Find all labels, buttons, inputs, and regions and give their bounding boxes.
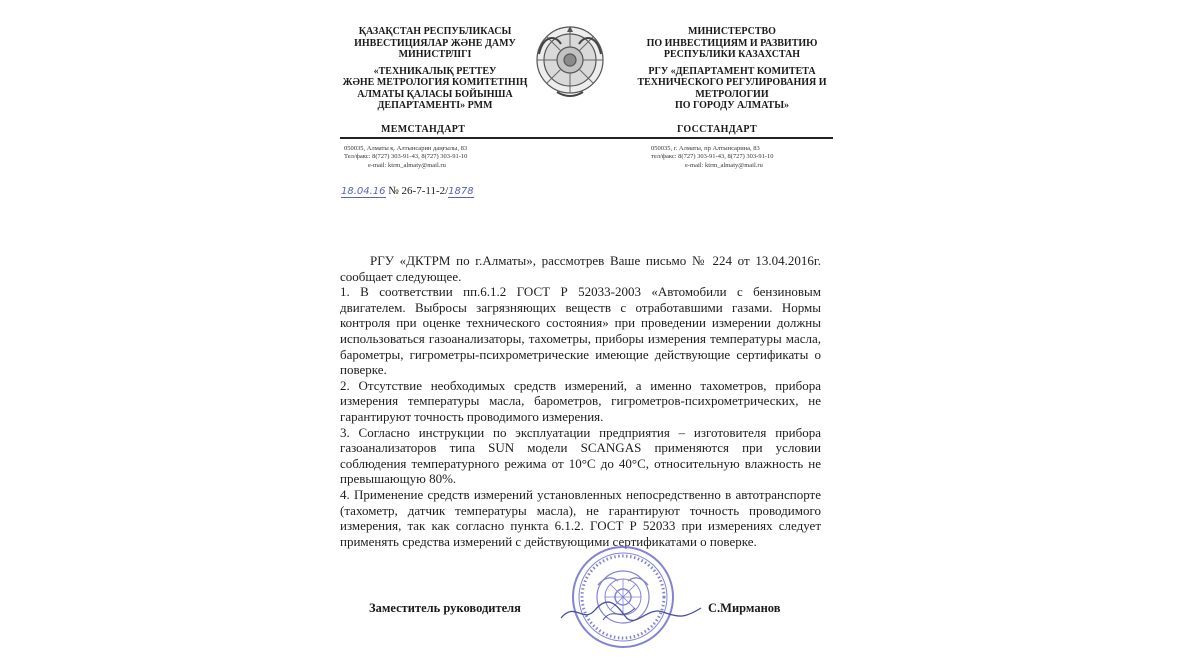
header-right-line: ПО ИНВЕСТИЦИЯМ И РАЗВИТИЮ: [646, 37, 818, 49]
memstandart-label: МЕМСТАНДАРТ: [381, 124, 466, 135]
header-right-dept-line: МЕТРОЛОГИИ: [695, 88, 769, 100]
contact-email: e-mail: ktrm_almaty@mail.ru: [685, 161, 763, 169]
header-left-dept-line: АЛМАТЫ ҚАЛАСЫ БОЙЫНША: [357, 88, 513, 100]
intro-paragraph: РГУ «ДКТРМ по г.Алматы», рассмотрев Ваше письмо № 224 от 13.04.2016г. сообщает следующее.: [340, 253, 821, 284]
header-left-dept-line: ЖӘНЕ МЕТРОЛОГИЯ КОМИТЕТІНІҢ: [342, 77, 528, 88]
header-left-line: ҚАЗАҚСТАН РЕСПУБЛИКАСЫ: [358, 26, 512, 37]
paragraph-1: 1. В соответствии пп.6.1.2 ГОСТ Р 52033-2003 «Автомобили с бензиновым двигателем. Выбросы загрязняющих веществ с отработавшими газами. Нормы контроля при оценке технического состояния» при проведении измерении должны использоваться газоанализаторы, тахометры, приборы измерения температуры масла, барометры, гигрометры-психрометрические имеющие действующие сертификаты о поверке.: [340, 284, 821, 378]
paragraph-3: 3. Согласно инструкции по эксплуатации предприятия – изготовителя прибора газоанализаторов типа SUN модели SCANGAS применяются при условии соблюдения температурного режима от 10°С до 40°С, относительную влажность не превышающую 80%.: [340, 424, 821, 487]
header-left-dept-line: «ТЕХНИКАЛЫҚ РЕТТЕУ: [373, 65, 497, 77]
header-right-line: РЕСПУБЛИКИ КАЗАХСТАН: [663, 49, 801, 60]
paragraph-2: 2. Отсутствие необходимых средств измерений, а именно тахометров, прибора измерения температуры масла, барометров, гигрометров-психрометрических, не гарантируют точность проводимого измерения.: [340, 377, 821, 424]
handwritten-number: 1878: [448, 186, 474, 197]
header-left-line: МИНИСТРЛІГІ: [398, 49, 472, 60]
header-right-line: МИНИСТЕРСТВО: [688, 26, 776, 37]
signatory-name: С.Мирманов: [708, 601, 781, 615]
contact-phone: Тел/факс: 8(727) 303-91-43, 8(727) 303-91-10: [344, 153, 468, 161]
contact-email: e-mail: ktrm_almaty@mail.ru: [368, 161, 446, 169]
handwritten-date: 18.04.16: [341, 186, 386, 197]
signatory-title: Заместитель руководителя: [369, 601, 521, 615]
gosstandart-label: ГОССТАНДАРТ: [677, 124, 757, 135]
contacts-right: [651, 145, 826, 170]
letter-body: [340, 253, 821, 549]
contact-address: 050035, Алматы қ. Алтынсарин даңғылы, 83: [344, 145, 468, 152]
header-left-line: ИНВЕСТИЦИЯЛАР ЖӘНЕ ДАМУ: [354, 37, 516, 49]
header-left-kazakh: [335, 26, 535, 112]
contact-phone: тел/факс: 8(727) 303-91-43, 8(727) 303-91-10: [651, 153, 774, 161]
handwritten-signature-icon: [555, 596, 705, 626]
reference-prefix: № 26-7-11-2/: [388, 185, 449, 197]
header-right-dept-line: ТЕХНИЧЕСКОГО РЕГУЛИРОВАНИЯ И: [637, 77, 827, 88]
header-right-dept-line: РГУ «ДЕПАРТАМЕНТ КОМИТЕТА: [648, 65, 816, 77]
contacts-left: [344, 145, 534, 170]
contact-address: 050035, г. Алматы, пр Алтынсарина, 83: [651, 145, 760, 152]
paragraph-4: 4. Применение средств измерений установленных непосредственно в автотранспорте (тахометр, датчик температуры масла), не гарантируют точность проводимого измерения, так как согласно пункта 6.1.2. ГОСТ Р 52033 при измерениях следует применять средства измерений с действующими сертификатами о поверке.: [340, 486, 821, 549]
header-right-russian: [632, 26, 832, 112]
header-left-dept-line: ДЕПАРТАМЕНТІ» РММ: [377, 100, 493, 111]
header-divider: [340, 137, 833, 139]
kazakhstan-state-emblem-icon: [535, 24, 605, 100]
reference-number: [341, 185, 474, 197]
header-right-dept-line: ПО ГОРОДУ АЛМАТЫ»: [674, 100, 790, 111]
